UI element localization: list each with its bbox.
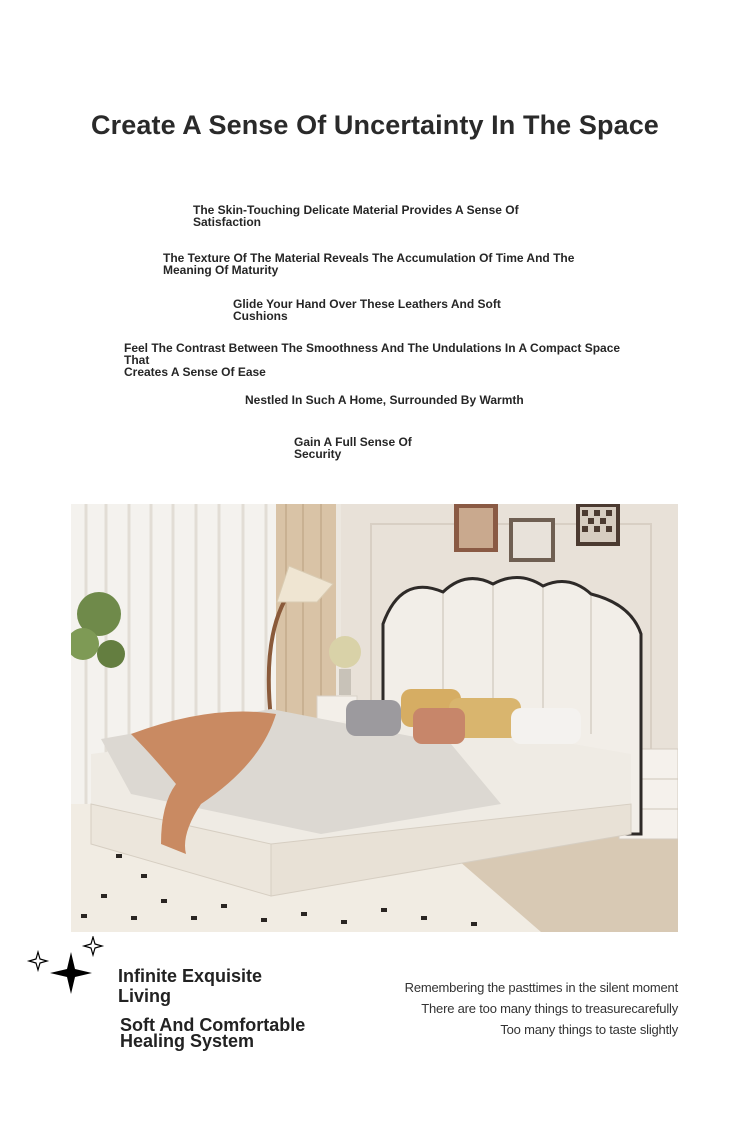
poem-line-1: Remembering the pasttimes in the silent moment — [404, 980, 678, 995]
headline-infinite-living: Infinite Exquisite Living — [118, 966, 263, 1006]
description-line-1: The Skin-Touching Delicate Material Provides A Sense Of Satisfaction — [193, 203, 519, 229]
bedroom-product-photo — [71, 504, 678, 932]
poem-line-2: There are too many things to treasurecarefully — [421, 1001, 678, 1016]
description-line-3: Glide Your Hand Over These Leathers And Soft Cushions — [233, 297, 501, 323]
description-line-6: Gain A Full Sense Of Security — [294, 435, 412, 461]
description-line-5: Nestled In Such A Home, Surrounded By Warmth — [245, 393, 524, 407]
sparkle-icon — [26, 936, 110, 1016]
poem-text — [405, 977, 678, 1040]
poem-line-3: Too many things to taste slightly — [500, 1022, 678, 1037]
description-line-4: Feel The Contrast Between The Smoothness And The Undulations In A Compact Space That Creates A Sense Of Ease — [124, 341, 621, 379]
headline-healing-system: Soft And Comfortable Healing System — [120, 1015, 306, 1051]
description-line-2: The Texture Of The Material Reveals The Accumulation Of Time And The Meaning Of Maturity — [163, 251, 575, 277]
page-title: Create A Sense Of Uncertainty In The Space — [91, 110, 659, 140]
